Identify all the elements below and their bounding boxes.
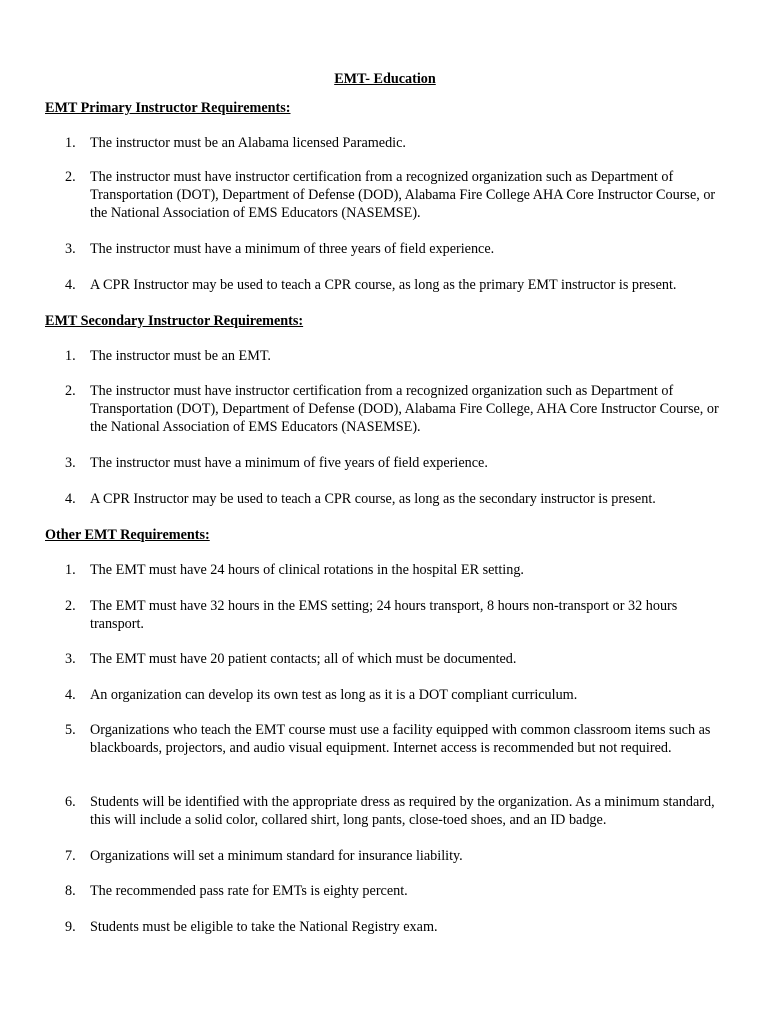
list-number: 6. bbox=[65, 794, 76, 810]
secondary-section-heading: EMT Secondary Instructor Requirements: bbox=[45, 313, 304, 329]
list-item-text: Students will be identified with the appropriate dress as required by the organization. As a minimum standard, this will include a solid color, collared shirt, long pants, close-toed shoes, and an ID badge. bbox=[90, 794, 715, 828]
list-item-text: The instructor must be an Alabama licensed Paramedic. bbox=[90, 135, 406, 151]
list-number: 4. bbox=[65, 491, 76, 507]
list-number: 4. bbox=[65, 687, 76, 703]
page-title: EMT- Education bbox=[334, 71, 436, 87]
list-item-text: An organization can develop its own test as long as it is a DOT compliant curriculum. bbox=[90, 687, 578, 703]
primary-section-heading: EMT Primary Instructor Requirements: bbox=[45, 100, 291, 116]
list-item-text: The EMT must have 20 patient contacts; all of which must be documented. bbox=[90, 651, 517, 667]
list-number: 1. bbox=[65, 348, 76, 364]
list-item-text: The EMT must have 32 hours in the EMS setting; 24 hours transport, 8 hours non-transport or 32 hours transport. bbox=[90, 598, 678, 632]
list-number: 9. bbox=[65, 919, 76, 935]
list-item-text: The instructor must have a minimum of five years of field experience. bbox=[90, 455, 488, 471]
list-item-text: Organizations who teach the EMT course must use a facility equipped with common classroom items such as blackboards, projectors, and audio visual equipment. Internet access is recommended but not required. bbox=[90, 722, 711, 756]
list-item-text: The instructor must have instructor certification from a recognized organization such as Department of Transportation (DOT), Department of Defense (DOD), Alabama Fire College, AHA Core Instructor Course, or the National Association of EMS Educators (NASEMSE). bbox=[90, 383, 719, 435]
list-item-text: The instructor must have instructor certification from a recognized organization such as Department of Transportation (DOT), Department of Defense (DOD), Alabama Fire College AHA Core Instructor Course, or the National Association of EMS Educators (NASEMSE). bbox=[90, 169, 716, 221]
list-item-text: The instructor must have a minimum of three years of field experience. bbox=[90, 241, 495, 257]
list-number: 2. bbox=[65, 169, 76, 185]
list-item-text: A CPR Instructor may be used to teach a CPR course, as long as the primary EMT instructor is present. bbox=[90, 277, 677, 293]
list-item-text: The EMT must have 24 hours of clinical rotations in the hospital ER setting. bbox=[90, 562, 524, 578]
list-number: 8. bbox=[65, 883, 76, 899]
list-item-text: The recommended pass rate for EMTs is eighty percent. bbox=[90, 883, 408, 899]
list-number: 3. bbox=[65, 651, 76, 667]
list-number: 3. bbox=[65, 241, 76, 257]
list-item-text: Organizations will set a minimum standard for insurance liability. bbox=[90, 848, 463, 864]
list-number: 2. bbox=[65, 598, 76, 614]
other-section-heading: Other EMT Requirements: bbox=[45, 527, 210, 543]
list-number: 4. bbox=[65, 277, 76, 293]
list-item-text: A CPR Instructor may be used to teach a CPR course, as long as the secondary instructor is present. bbox=[90, 491, 656, 507]
list-number: 5. bbox=[65, 722, 76, 738]
list-item-text: The instructor must be an EMT. bbox=[90, 348, 271, 364]
list-number: 7. bbox=[65, 848, 76, 864]
list-number: 3. bbox=[65, 455, 76, 471]
list-number: 1. bbox=[65, 135, 76, 151]
list-item-text: Students must be eligible to take the National Registry exam. bbox=[90, 919, 438, 935]
list-number: 2. bbox=[65, 383, 76, 399]
list-number: 1. bbox=[65, 562, 76, 578]
